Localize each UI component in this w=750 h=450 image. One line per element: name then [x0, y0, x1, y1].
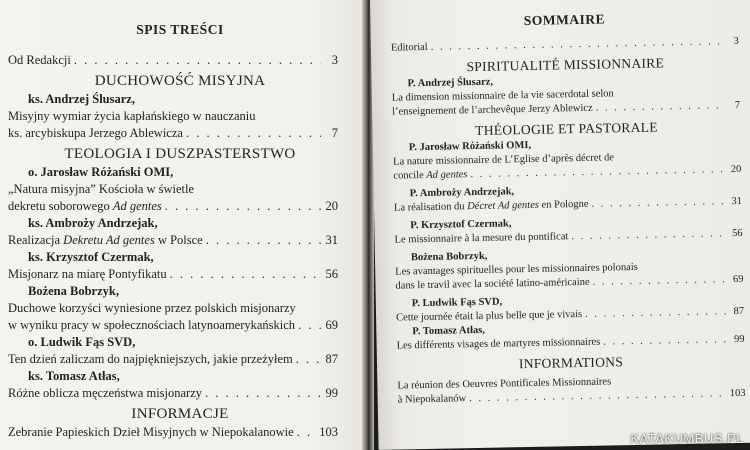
page-number: 7 — [331, 126, 338, 140]
entry-title: Cette journée était la plus belle que je vivais — [396, 308, 583, 324]
entry-title-italic: Ad gentes — [112, 199, 162, 213]
dot-leader — [205, 385, 321, 402]
entry-author: P. Tomasz Atłas, — [412, 324, 486, 338]
section-heading: INFORMACJE — [131, 406, 229, 422]
entry-title: Duchowe korzyści wyniesione przez polskich misjonarzy — [8, 301, 296, 315]
entry-author: o. Ludwik Fąs SVD, — [28, 335, 136, 349]
entry-title — [393, 168, 467, 183]
entry-author: ks. Krzysztof Czermak, — [28, 250, 154, 264]
entry-title-italic: Ad gentes — [426, 169, 468, 181]
page-number: 3 — [331, 53, 338, 67]
section-heading: SPIRITUALITÉ MISSIONNAIRE — [466, 55, 665, 75]
entry-author: P. Ambroży Andrzejak, — [409, 186, 515, 200]
toc-entry — [8, 424, 352, 441]
entry-title-part: w Polsce — [154, 233, 203, 247]
entry-title — [8, 232, 203, 249]
entry-title: La réunion des Oeuvres Pontificales Missionnaires — [397, 376, 612, 392]
dot-leader — [571, 227, 725, 244]
entry-title-italic: Dekretu Ad gentes — [63, 233, 155, 247]
entry-title-line — [8, 108, 352, 125]
dot-leader — [296, 351, 321, 368]
page-number: 99 — [733, 333, 745, 346]
entry-title: dans le travil avec la société latino-américaine — [395, 276, 590, 292]
page-number: 20 — [325, 199, 338, 213]
entry-title: La dimension missionnaire de la vie sacerdotal selon — [391, 88, 614, 104]
dot-leader — [186, 125, 321, 142]
entry-title: La nature missionnaire de L’Eglise d’après décret de — [393, 152, 615, 168]
entry-title: Od Redakcji — [8, 53, 71, 67]
entry-title: Misjonarz na miarę Pontyfikatu — [8, 267, 167, 281]
entry-title: Les avantages spirituelles pour les missionnaires polonais — [395, 261, 638, 278]
entry-title: ks. arcybiskupa Jerzego Ablewicza — [8, 126, 183, 140]
toc-title-french: SOMMAIRE — [523, 11, 606, 29]
page-number: 7 — [734, 99, 741, 112]
entry-title-part: en Pologne — [538, 198, 589, 211]
dot-leader — [165, 198, 321, 215]
watermark-text: KATAKUMBUS.PL — [630, 431, 744, 446]
entry-title: à Niepokalanów — [397, 393, 467, 406]
entry-title-part: concile — [393, 169, 427, 182]
entry-title: Zebranie Papieskich Dzieł Misyjnych w Niepokalanowie — [8, 425, 294, 439]
entry-title: Les différents visages de martyres missionnaires — [396, 336, 601, 352]
dot-leader — [297, 424, 317, 441]
entry-author: ks. Andrzej Ślusarz, — [28, 92, 135, 106]
toc-title-polish: SPIS TREŚCI — [136, 22, 224, 37]
toc-entry — [8, 198, 352, 215]
entry-title: Różne oblicza męczeństwa misjonarzy — [8, 386, 203, 400]
section-heading: DUCHOWOŚĆ MISYJNA — [94, 73, 266, 89]
toc-entry — [8, 317, 352, 334]
entry-title: „Natura misyjna” Kościoła w świetle — [8, 182, 195, 196]
entry-title: l’enseignement de l’archevêque Jerzy Ablewicz — [392, 102, 593, 118]
entry-author: ks. Tomasz Atłas, — [28, 369, 120, 383]
toc-entry — [8, 232, 352, 249]
dot-leader — [603, 333, 728, 349]
section-heading: TEOLOGIA I DUSZPASTERSTWO — [64, 146, 296, 162]
page-number: 103 — [729, 387, 746, 400]
toc-entry — [8, 385, 352, 402]
entry-author: P. Krzysztof Czermak, — [410, 218, 512, 232]
entry-title-part: La réalisation du — [393, 201, 468, 214]
entry-author: P. Andrzej Ślusarz, — [407, 76, 494, 90]
dot-leader — [591, 195, 725, 212]
page-number: 87 — [733, 305, 745, 318]
dot-leader — [206, 232, 321, 249]
section-heading: INFORMATIONS — [518, 354, 624, 372]
toc-entry — [8, 351, 352, 368]
dot-leader — [585, 305, 727, 322]
page-number: 99 — [325, 386, 338, 400]
entry-title — [8, 198, 162, 215]
page-number: 69 — [325, 318, 338, 332]
entry-author: o. Jarosław Różański OMI, — [28, 165, 174, 179]
entry-author: P. Jarosław Różański OMI, — [408, 139, 532, 154]
left-page-polish-toc — [0, 0, 366, 450]
entry-title-line — [8, 300, 352, 317]
toc-entry — [8, 266, 352, 283]
entry-title: Misyjny wymiar życia kapłańskiego w nauczaniu — [8, 109, 256, 123]
entry-author: Bożena Bobrzyk, — [410, 250, 488, 264]
section-heading: THÉOLOGIE ET PASTORALE — [475, 119, 658, 139]
entry-title-line — [8, 181, 352, 198]
page-number: 56 — [325, 267, 338, 281]
page-number: 31 — [731, 195, 743, 208]
dot-leader — [596, 99, 724, 115]
dot-leader — [74, 52, 321, 69]
toc-entry — [8, 125, 352, 142]
dot-leader — [592, 273, 726, 290]
page-number: 87 — [325, 352, 338, 366]
entry-title: w wyniku pracy w społecznościach latynoamerykańskich — [8, 318, 296, 332]
entry-title: Editorial — [390, 41, 428, 54]
page-number: 69 — [732, 273, 744, 286]
entry-title: Ten dzień zaliczam do najpiękniejszych, jakie przeżyłem — [8, 352, 293, 366]
entry-title-part: dekretu soborowego — [8, 199, 113, 213]
page-number: 103 — [319, 425, 338, 439]
entry-title-italic: Décret Ad gentes — [467, 199, 539, 213]
dot-leader — [170, 266, 321, 283]
entry-author: P. Ludwik Fąs SVD, — [411, 296, 503, 310]
page-number: 3 — [733, 35, 739, 48]
entry-title: Le missionnaire à la mesure du pontificat — [394, 231, 569, 246]
right-page-french-toc — [370, 0, 750, 450]
entry-author: Bożena Bobrzyk, — [28, 284, 119, 298]
page-number: 56 — [731, 227, 743, 240]
entry-title-part: Realizacja — [8, 233, 64, 247]
toc-entry-editorial — [8, 52, 352, 69]
page-number: 20 — [730, 163, 742, 176]
entry-author: ks. Ambroży Andrzejak, — [28, 216, 158, 230]
page-number: 31 — [325, 233, 338, 247]
dot-leader — [298, 317, 321, 334]
